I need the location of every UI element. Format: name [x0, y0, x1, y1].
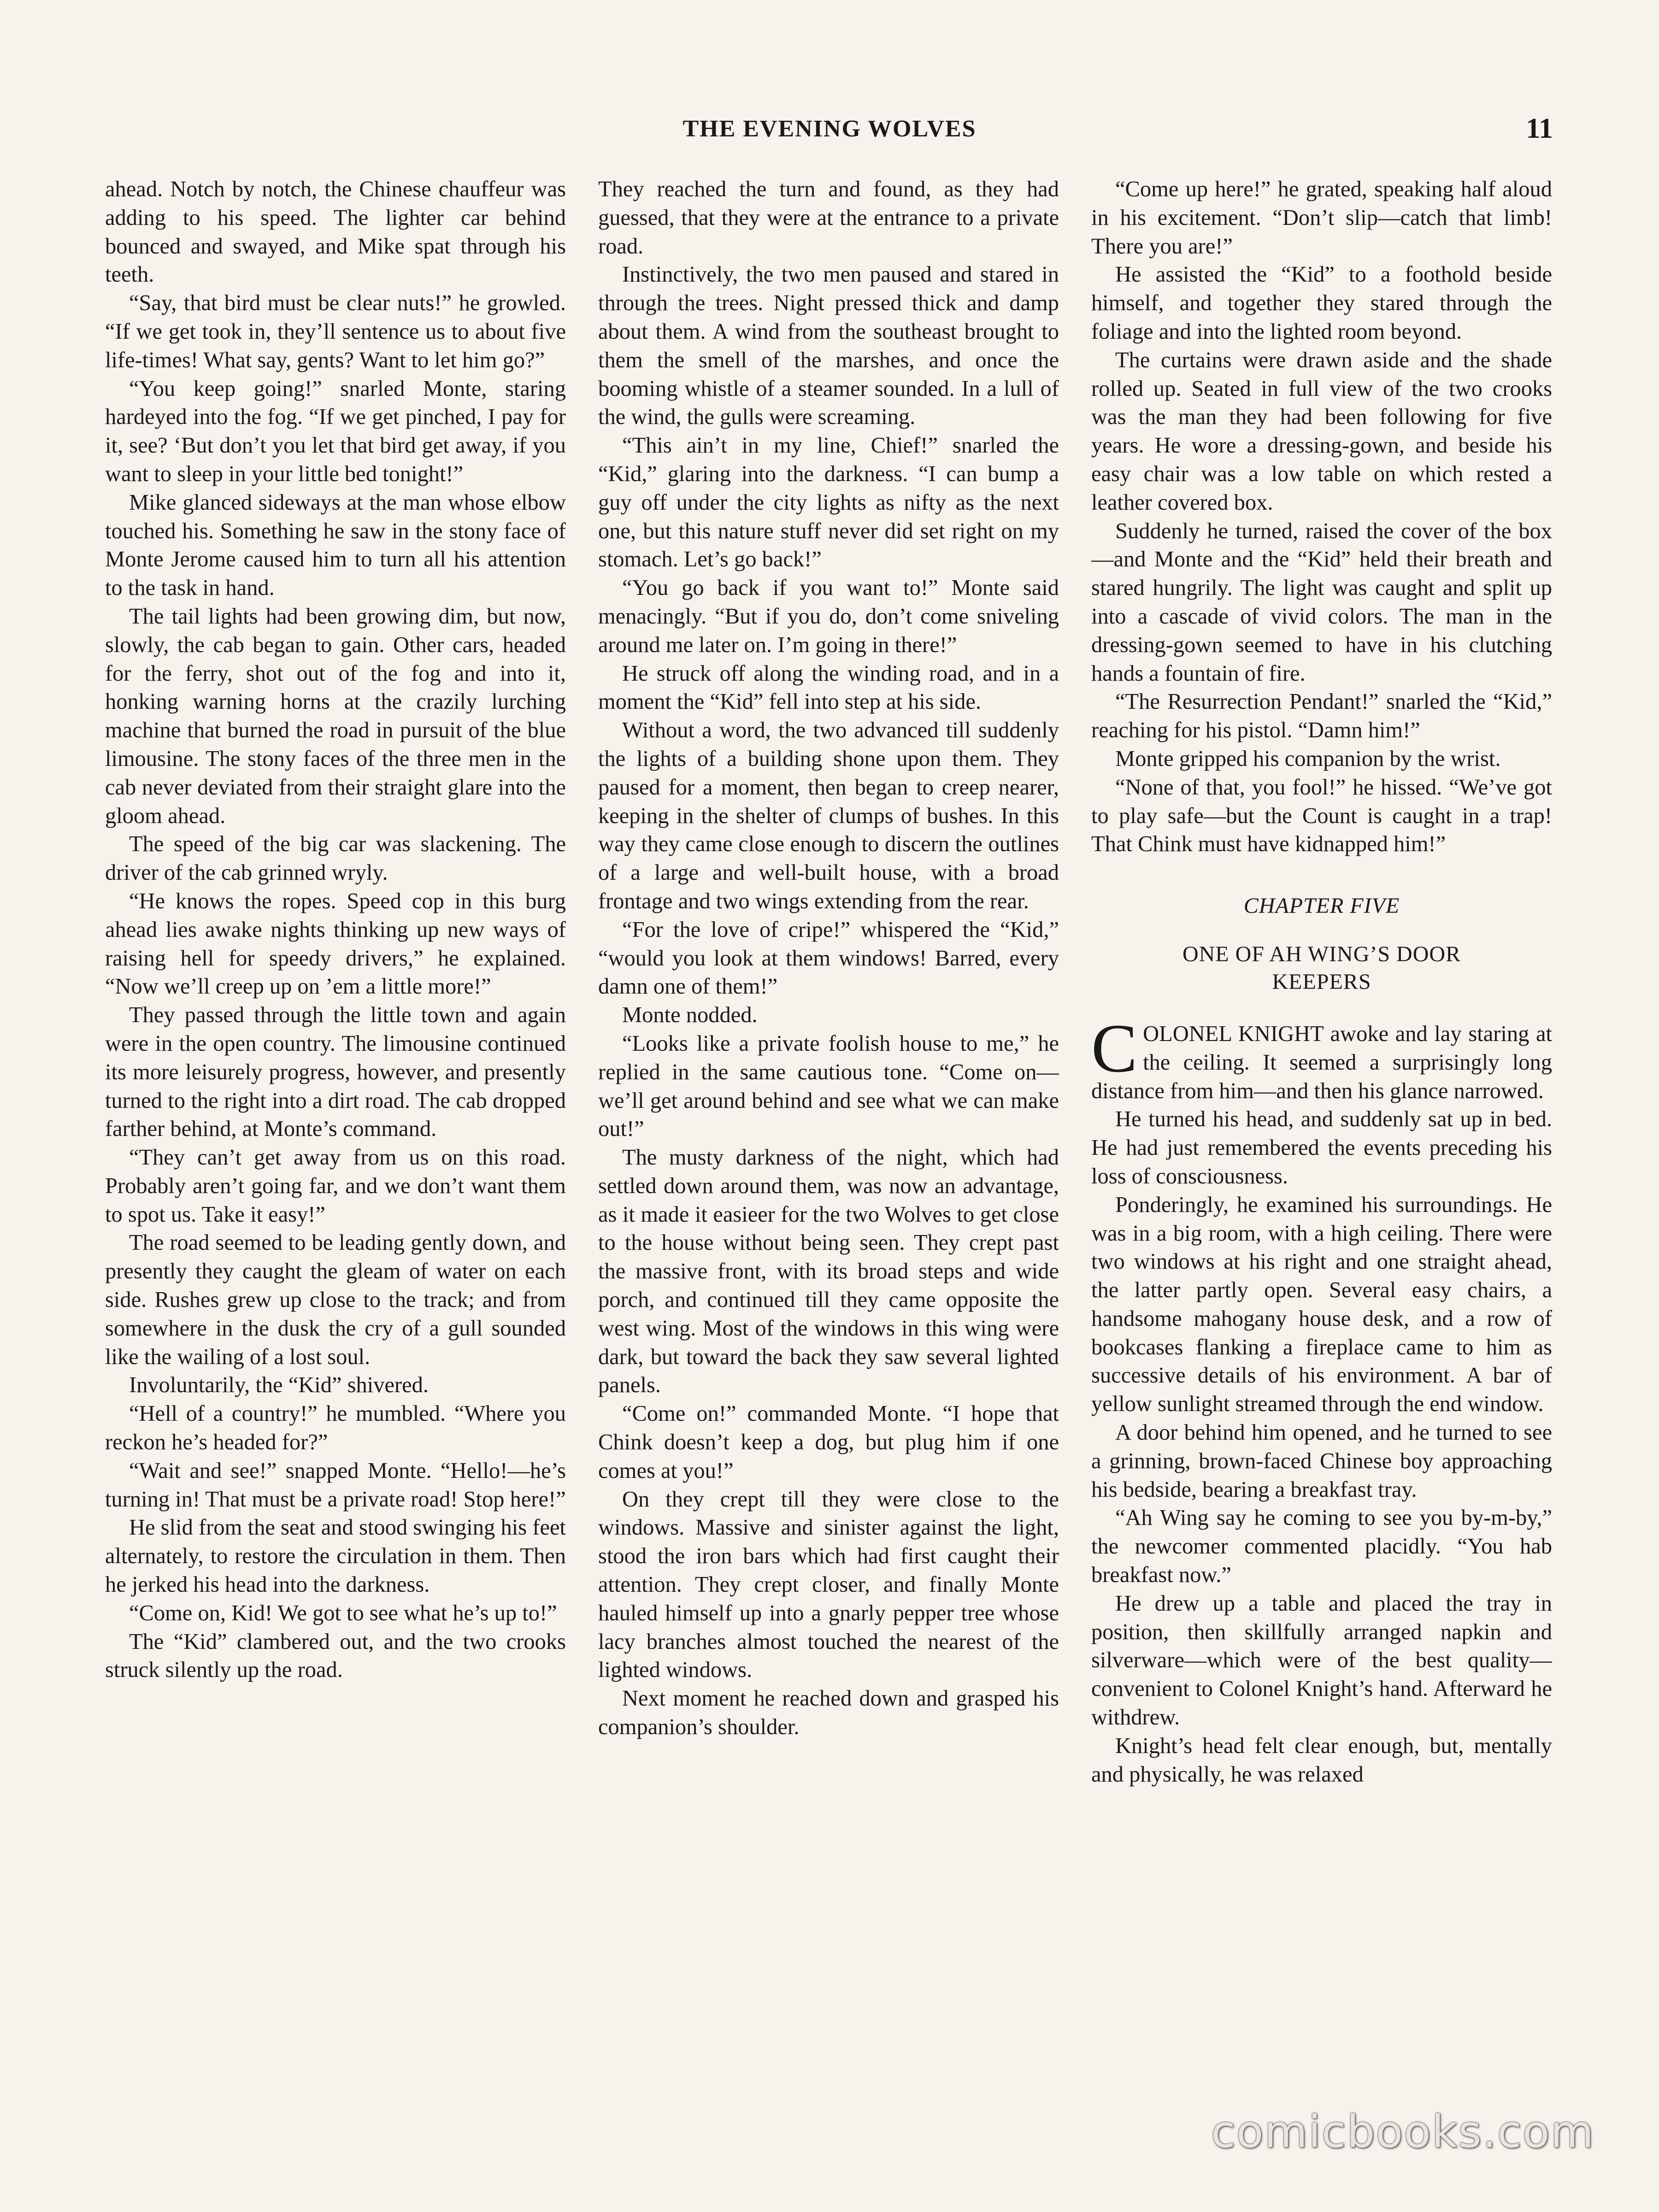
paragraph: “Come up here!” he grated, speaking half aloud in his excitement. “Don’t slip—catch that limb! There you are!” — [1091, 177, 1552, 259]
paragraph: Monte gripped his companion by the wrist. — [1115, 746, 1501, 771]
watermark: comicbooks.com — [1211, 2106, 1594, 2158]
paragraph: “They can’t get away from us on this road. Probably aren’t going far, and we don’t want them to spot us. Take it easy!” — [105, 1145, 566, 1227]
drop-cap: C — [1091, 1010, 1138, 1087]
text-columns — [105, 175, 1552, 2083]
paragraph: “Looks like a private foolish house to me,” he replied in the same cautious tone. “Come on—we’ll get around behind and see what we can make out!” — [598, 1031, 1059, 1141]
paragraph: He slid from the seat and stood swinging his feet alternately, to restore the circulation in them. Then he jerked his head into the darkness. — [105, 1515, 566, 1597]
paragraph: Knight’s head felt clear enough, but, mentally and physically, he was relaxed — [1091, 1733, 1552, 1787]
chapter-title-line: KEEPERS — [1272, 969, 1371, 994]
paragraph: They reached the turn and found, as they had guessed, that they were at the entrance to a private road. — [598, 177, 1059, 259]
paragraph: “Hell of a country!” he mumbled. “Where you reckon he’s headed for?” — [105, 1401, 566, 1455]
paragraph: “Ah Wing say he coming to see you by-m-by,” the newcomer commented placidly. “You hab breakfast now.” — [1091, 1506, 1552, 1588]
chapter-opening-paragraph — [1091, 1010, 1552, 1105]
paragraph: “Wait and see!” snapped Monte. “Hello!—he’s turning in! That must be a private road! Stop here!” — [105, 1458, 566, 1512]
paragraph: He struck off along the winding road, and in a moment the “Kid” fell into step at his side. — [598, 661, 1059, 714]
opening-text: OLONEL KNIGHT awoke and lay staring at the ceiling. It seemed a surprisingly long distance from him—and then his glance narrowed. — [1091, 1021, 1552, 1103]
chapter-title — [1091, 941, 1552, 996]
paragraph: “The Resurrection Pendant!” snarled the “Kid,” reaching for his pistol. “Damn him!” — [1091, 689, 1552, 743]
paragraph: “Say, that bird must be clear nuts!” he growled. “If we get took in, they’ll sentence us to about five life-times! What say, gents? Want to let him go?” — [105, 291, 566, 372]
paragraph: The musty darkness of the night, which had settled down around them, was now an advantage, as it made it easieer for the two Wolves to get close to the house without being seen. They crept past the massive front, with its broad steps and wide porch, and continued till they came opposite the west wing. Most of the windows in this wing were dark, but toward the back they saw several lighted panels. — [598, 1145, 1059, 1398]
paragraph: Involuntarily, the “Kid” shivered. — [129, 1373, 429, 1398]
paragraph: Instinctively, the two men paused and stared in through the trees. Night pressed thick and damp about them. A wind from the southeast brought to them the smell of the marshes, and once the booming whistle of a steamer sounded. In a lull of the wind, the gulls were screaming. — [598, 262, 1059, 429]
paragraph: He turned his head, and suddenly sat up in bed. He had just remembered the events preceding his loss of consciousness. — [1091, 1107, 1552, 1188]
paragraph: The curtains were drawn aside and the shade rolled up. Seated in full view of the two crooks was the man they had been following for five years. He wore a dressing-gown, and beside his easy chair was a low table on which rested a leather covered box. — [1091, 347, 1552, 515]
column-3 — [1091, 175, 1552, 2083]
paragraph: “Come on, Kid! We got to see what he’s up to!” — [129, 1600, 557, 1625]
paragraph: “Come on!” commanded Monte. “I hope that Chink doesn’t keep a dog, but plug him if one comes at you!” — [598, 1401, 1059, 1483]
paragraph: “He knows the ropes. Speed cop in this burg ahead lies awake nights thinking up new ways of raising hell for speedy drivers,” he explained. “Now we’ll creep up on ’em a little more!” — [105, 888, 566, 999]
paragraph: The speed of the big car was slackening. The driver of the cab grinned wryly. — [105, 832, 566, 885]
paragraph: “None of that, you fool!” he hissed. “We’ve got to play safe—but the Count is caught in a trap! That Chink must have kidnapped him!” — [1091, 775, 1552, 857]
column-2 — [598, 175, 1059, 2083]
paragraph: He assisted the “Kid” to a foothold beside himself, and together they stared through the foliage and into the lighted room beyond. — [1091, 262, 1552, 344]
chapter-label: CHAPTER FIVE — [1243, 894, 1400, 918]
paragraph: The road seemed to be leading gently down, and presently they caught the gleam of water on each side. Rushes grew up close to the track; and from somewhere in the dusk the cry of a gull sounded like the wailing of a lost soul. — [105, 1230, 566, 1369]
paragraph: Mike glanced sideways at the man whose elbow touched his. Something he saw in the stony face of Monte Jerome caused him to turn all his attention to the task in hand. — [105, 490, 566, 600]
paragraph: ahead. Notch by notch, the Chinese chauffeur was adding to his speed. The lighter car behind bounced and swayed, and Mike spat through his teeth. — [105, 177, 566, 287]
paragraph: On they crept till they were close to the windows. Massive and sinister against the light, stood the iron bars which had first caught their attention. They crept closer, and finally Monte hauled himself up into a gnarly pepper tree whose lacy branches almost touched the nearest of the lighted windows. — [598, 1487, 1059, 1683]
paragraph: Monte nodded. — [622, 1003, 758, 1028]
paragraph: “You keep going!” snarled Monte, staring hardeyed into the fog. “If we get pinched, I pay for it, see? ‘But don’t you let that bird get away, if you want to sleep in your little bed tonight!” — [105, 376, 566, 486]
paragraph: He drew up a table and placed the tray in position, then skillfully arranged napkin and silverware—which were of the best quality—convenient to Colonel Knight’s hand. Afterward he withdrew. — [1091, 1591, 1552, 1730]
chapter-title-line: ONE OF AH WING’S DOOR — [1182, 941, 1461, 966]
paragraph: Ponderingly, he examined his surroundings. He was in a big room, with a high ceiling. There were two windows at his right and one straight ahead, the latter partly open. Several easy chairs, a handsome mahogany house desk, and a row of bookcases flanking a fireplace came to him as successive details of his environment. A bar of yellow sunlight streamed through the end window. — [1091, 1192, 1552, 1417]
page-header — [106, 115, 1553, 152]
paragraph: Next moment he reached down and grasped his companion’s shoulder. — [598, 1686, 1059, 1740]
paragraph: They passed through the little town and again were in the open country. The limousine continued its more leisurely progress, however, and presently turned to the right into a dirt road. The cab dropped farther behind, at Monte’s command. — [105, 1003, 566, 1141]
paragraph: “This ain’t in my line, Chief!” snarled the “Kid,” glaring into the darkness. “I can bump a guy off under the city lights as nifty as the next one, but this nature stuff never did set right on my stomach. Let’s go back!” — [598, 433, 1059, 572]
paragraph: A door behind him opened, and he turned to see a grinning, brown-faced Chinese boy approaching his bedside, bearing a breakfast tray. — [1091, 1420, 1552, 1502]
paragraph: “For the love of cripe!” whispered the “Kid,” “would you look at them windows! Barred, every damn one of them!” — [598, 917, 1059, 999]
paragraph: The “Kid” clambered out, and the two crooks struck silently up the road. — [105, 1629, 566, 1683]
running-title: THE EVENING WOLVES — [682, 116, 977, 142]
paragraph: Suddenly he turned, raised the cover of the box—and Monte and the “Kid” held their breath and stared hungrily. The light was caught and split up into a cascade of vivid colors. The man in the dressing-gown seemed to have in his clutching hands a fountain of fire. — [1091, 518, 1552, 686]
paragraph: “You go back if you want to!” Monte said menacingly. “But if you do, don’t come sniveling around me later on. I’m going in there!” — [598, 576, 1059, 657]
paragraph: The tail lights had been growing dim, but now, slowly, the cab began to gain. Other cars, headed for the ferry, shot out of the fog and into it, honking warning horns at the crazily lurching machine that burned the road in pursuit of the blue limousine. The stony faces of the three men in the cab never deviated from their straight glare into the gloom ahead. — [105, 604, 566, 828]
column-1 — [105, 175, 566, 2083]
page-number: 11 — [1526, 113, 1553, 144]
paragraph: Without a word, the two advanced till suddenly the lights of a building shone upon them. They paused for a moment, then began to creep nearer, keeping in the shelter of clumps of bushes. In this way they came close enough to discern the outlines of a large and well-built house, with a broad frontage and two wings extending from the rear. — [598, 718, 1059, 913]
